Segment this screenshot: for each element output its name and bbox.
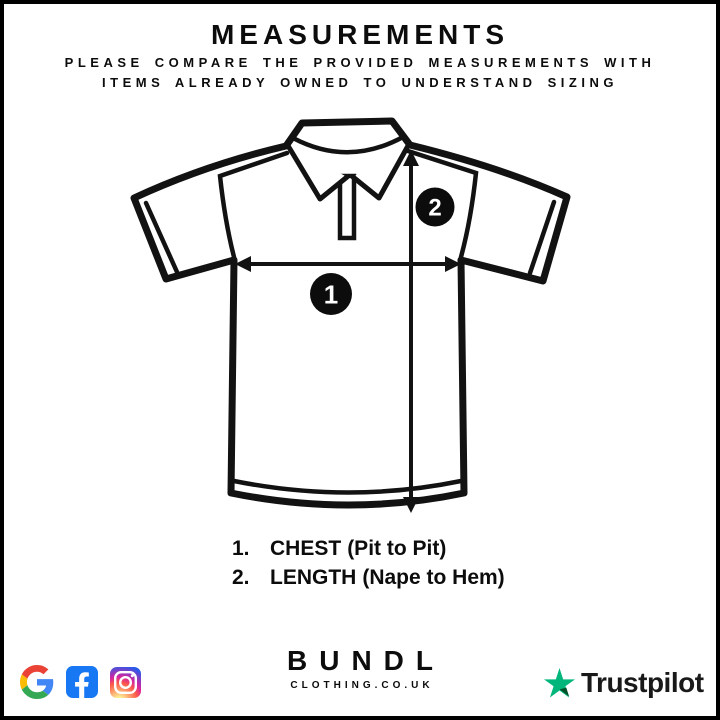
trustpilot-wordmark: Trustpilot <box>581 667 704 698</box>
garment-diagram <box>120 110 600 530</box>
subtitle-line-1: PLEASE COMPARE THE PROVIDED MEASUREMENTS WITH <box>64 55 656 70</box>
legend-item-chest <box>232 534 505 563</box>
legend-measure-name: LENGTH <box>270 566 357 589</box>
page-subtitle <box>0 53 720 93</box>
legend-number: 1. <box>232 537 250 560</box>
legend-measure-name: CHEST <box>270 537 342 560</box>
polo-shirt-drawing <box>120 110 600 530</box>
trustpilot-star-icon <box>544 668 575 698</box>
subtitle-line-2: ITEMS ALREADY OWNED TO UNDERSTAND SIZING <box>102 75 618 90</box>
marker-1 <box>310 273 352 315</box>
brand-name: BUNDL <box>287 645 445 676</box>
placket <box>340 176 354 238</box>
marker-2-number: 2 <box>428 194 442 222</box>
trustpilot-logo <box>544 666 704 700</box>
marker-1-number: 1 <box>323 279 339 310</box>
legend-item-length <box>232 563 505 592</box>
legend-label <box>270 563 505 592</box>
brand-tagline: CLOTHING.CO.UK <box>290 680 434 691</box>
legend-measure-detail: (Pit to Pit) <box>347 537 447 560</box>
page-title: MEASUREMENTS <box>210 19 509 50</box>
legend-measure-detail: (Nape to Hem) <box>362 566 505 589</box>
legend-label <box>270 534 446 563</box>
marker-2 <box>416 188 455 227</box>
measurement-legend <box>232 534 505 592</box>
legend-number: 2. <box>232 566 250 589</box>
